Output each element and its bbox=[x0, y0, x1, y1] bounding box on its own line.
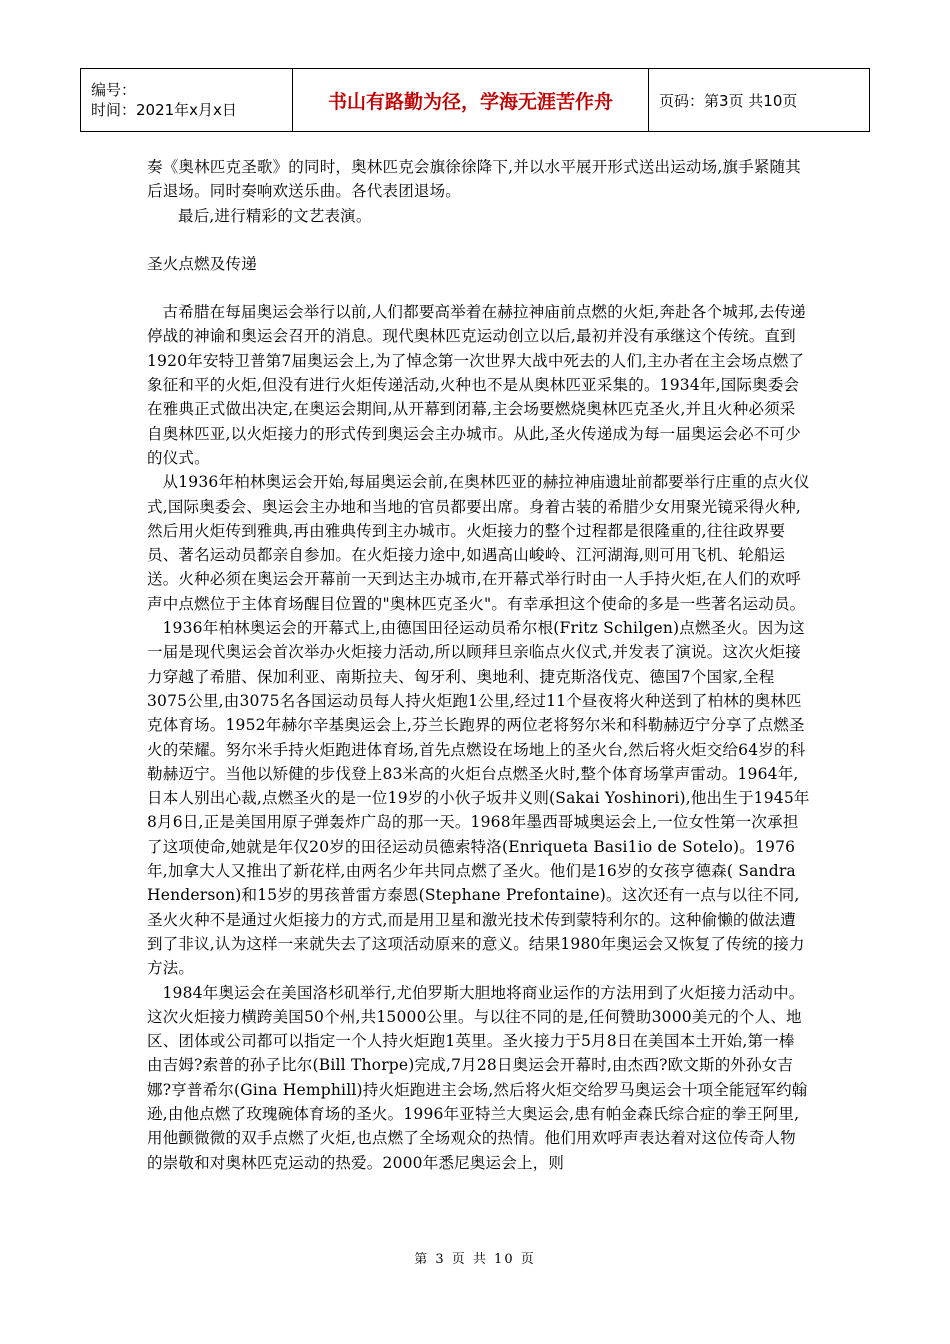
paragraph-torch-relay-1984: 1984年奥运会在美国洛杉矶举行,尤伯罗斯大胆地将商业运作的方法用到了火炬接力活动中。这次火炬接力横跨美国50个州,共15000公里。与以往不同的是,任何赞助3000美元的个人、地区、团体或公司都可以指定一个人持火炬跑1英里。圣火接力于5月8日在美国本土开始,第一棒由吉姆?索普的孙子比尔(Bill Thorpe)完成,7月28日奥运会开幕时,由杰西?欧文斯的外孙女吉娜?亨普希尔(Gina Hemphill)持火炬跑进主会场,然后将火炬交给罗马奥运会十项全能冠军约翰逊,由他点燃了玫瑰碗体育场的圣火。1996年亚特兰大奥运会,患有帕金森氏综合症的拳王阿里,用他颤微微的双手点燃了火炬,也点燃了全场观众的热情。他们用欢呼声表达着对这位传奇人物的崇敬和对奥林匹克运动的热爱。2000年悉尼奥运会上，则 bbox=[147, 983, 808, 1172]
document-number-label: 编号： bbox=[91, 81, 137, 99]
paragraph-closing-ceremony: 奏《奥林匹克圣歌》的同时，奥林匹克会旗徐徐降下,并以水平展开形式送出运动场,旗手紧随其后退场。同时奏响欢送乐曲。各代表团退场。 bbox=[147, 158, 801, 201]
page-footer: 第 3 页 共 10 页 bbox=[414, 1252, 536, 1267]
header-motto: 书山有路勤为径，学海无涯苦作舟 bbox=[293, 69, 649, 132]
header-page-info: 页码：第3页 共10页 bbox=[649, 69, 870, 132]
header-meta-cell bbox=[81, 69, 293, 132]
paragraph-art-performance: 最后,进行精彩的文艺表演。 bbox=[178, 206, 372, 225]
document-time-label: 时间：2021年x月x日 bbox=[91, 101, 237, 119]
page-header bbox=[80, 68, 870, 132]
paragraph-torch-ceremony: 从1936年柏林奥运会开始,每届奥运会前,在奥林匹亚的赫拉神庙遗址前都要举行庄重的点火仪式,国际奥委会、奥运会主办地和当地的官员都要出席。身着古装的希腊少女用聚光镜采得火种,然后用火炬传到雅典,再由雅典传到主办城市。火炬接力的整个过程都是很隆重的,往往政界要员、著名运动员都亲自参加。在火炬接力途中,如遇高山峻岭、江河湖海,则可用飞机、轮船运送。火种必须在奥运会开幕前一天到达主办城市,在开幕式举行时由一人手持火炬,在人们的欢呼声中点燃位于主体育场醒目位置的"奥林匹克圣火"。有幸承担这个使命的多是一些著名运动员。 bbox=[147, 473, 810, 613]
paragraph-torch-history: 古希腊在每届奥运会举行以前,人们都要高举着在赫拉神庙前点燃的火炬,奔赴各个城邦,去传递停战的神谕和奥运会召开的消息。现代奥林匹克运动创立以后,最初并没有承继这个传统。直到1920年安特卫普第7届奥运会上,为了悼念第一次世界大战中死去的人们,主办者在主会场点燃了象征和平的火炬,但没有进行火炬传递活动,火种也不是从奥林匹亚采集的。1934年,国际奥委会在雅典正式做出决定,在奥运会期间,从开幕到闭幕,主会场要燃烧奥林匹克圣火,并且火种必须采自奥林匹亚,以火炬接力的形式传到奥运会主办城市。从此,圣火传递成为每一届奥运会必不可少的仪式。 bbox=[147, 303, 806, 467]
paragraph-torch-lighters: 1936年柏林奥运会的开幕式上,由德国田径运动员希尔根(Fritz Schilgen)点燃圣火。因为这一届是现代奥运会首次举办火炬接力活动,所以顾拜旦亲临点火仪式,并发表了演说。这次火炬接力穿越了希腊、保加利亚、南斯拉夫、匈牙利、奥地利、捷克斯洛伐克、德国7个国家,全程3075公里,由3075名各国运动员每人持火炬跑1公里,经过11个昼夜将火种送到了柏林的奥林匹克体育场。1952年赫尔辛基奥运会上,芬兰长跑界的两位老将努尔米和科勒赫迈宁分享了点燃圣火的荣耀。努尔米手持火炬跑进体育场,首先点燃设在场地上的圣火台,然后将火炬交给64岁的科勒赫迈宁。当他以矫健的步伐登上83米高的火炬台点燃圣火时,整个体育场掌声雷动。1964年,日本人别出心裁,点燃圣火的是一位19岁的小伙子坂井义则(Sakai Yoshinori),他出生于1945年8月6日,正是美国用原子弹轰炸广岛的那一天。1968年墨西哥城奥运会上,一位女性第一次承担了这项使命,她就是年仅20岁的田径运动员德索特洛(Enriqueta Basi1io de Sotelo)。1976年,加拿大人又推出了新花样,由两名少年共同点燃了圣火。他们是16岁的女孩亨德森( Sandra Henderson)和15岁的男孩普雷方泰恩(Stephane Prefontaine)。这次还有一点与以往不同,圣火火种不是通过火炬接力的方式,而是用卫星和激光技术传到蒙特利尔的。这种偷懒的做法遭到了非议,认为这样一来就失去了这项活动原来的意义。结果1980年奥运会又恢复了传统的接力方法。 bbox=[147, 619, 810, 978]
document-body bbox=[147, 155, 810, 1175]
section-title: 圣火点燃及传递 bbox=[147, 254, 257, 273]
